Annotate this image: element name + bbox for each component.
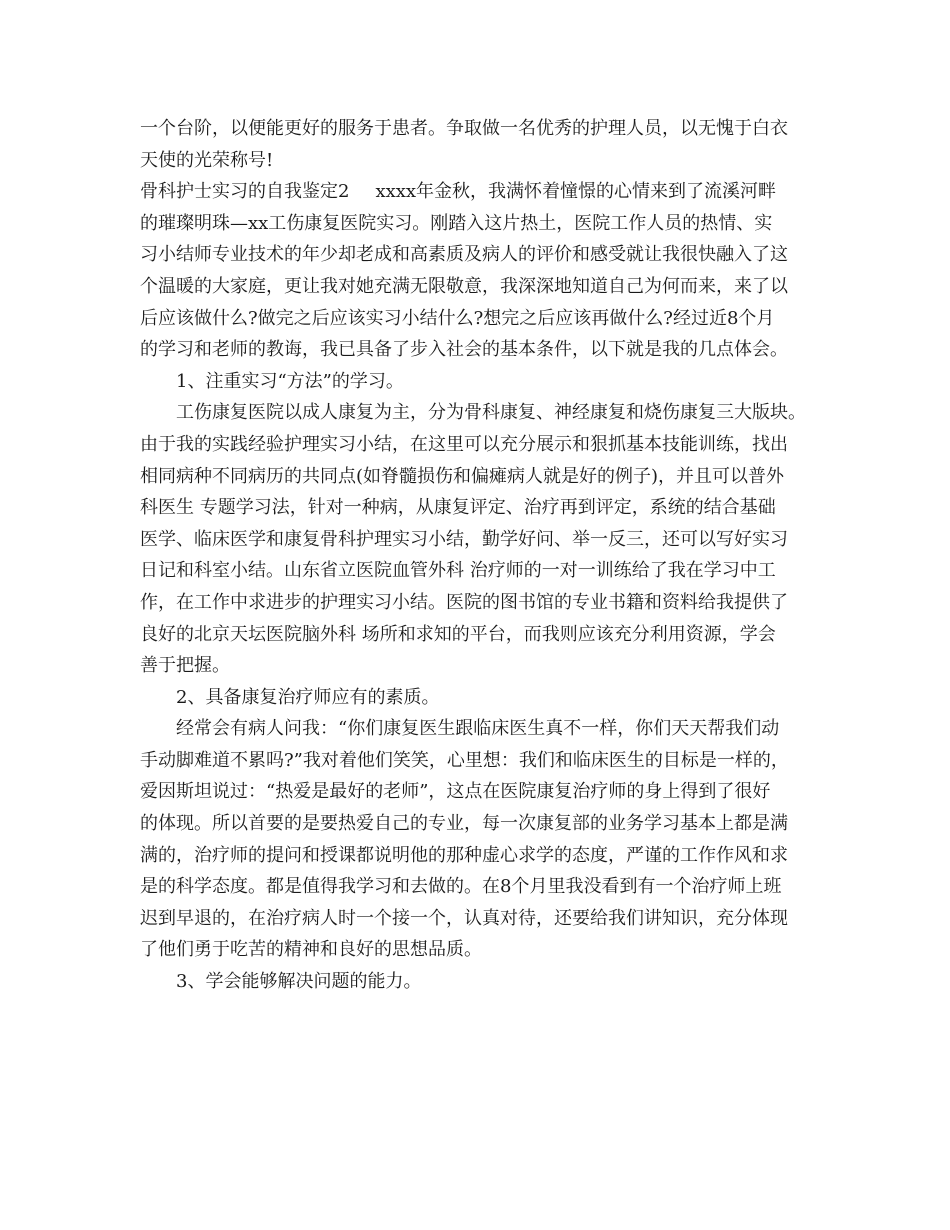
text-line: 科医生 专题学习法，针对一种病，从康复评定、治疗再到评定，系统的结合基础 bbox=[140, 497, 776, 519]
text-line: 后应该做什么?做完之后应该实习小结什么?想完之后应该再做什么?经过近8个月 bbox=[140, 307, 775, 329]
text-line: 工伤康复医院以成人康复为主，分为骨科康复、神经康复和烧伤康复三大版块。 bbox=[140, 402, 806, 424]
text-line: 一个台阶，以便能更好的服务于患者。争取做一名优秀的护理人员，以无愧于白衣 bbox=[140, 118, 788, 139]
subheading-line: 1、注重实习“方法”的学习。 bbox=[140, 370, 404, 392]
text-line: 作，在工作中求进步的护理实习小结。医院的图书馆的专业书籍和资料给我提供了 bbox=[140, 591, 788, 613]
text-line: 的璀璨明珠—xx工伤康复医院实习。刚踏入这片热土，医院工作人员的热情、实 bbox=[140, 212, 773, 234]
section-heading-line bbox=[140, 176, 840, 208]
text-line: 善于把握。 bbox=[140, 655, 230, 677]
text-line: 医学、临床医学和康复骨科护理实习小结，勤学好问、举一反三，还可以写好实习 bbox=[140, 528, 788, 550]
text-line: 日记和科室小结。山东省立医院血管外科 治疗师的一对一训练给了我在学习中工 bbox=[140, 560, 776, 582]
section-title: 骨科护士实习的自我鉴定2 bbox=[140, 181, 350, 203]
text-line: 的学习和老师的教诲，我已具备了步入社会的基本条件，以下就是我的几点体会。 bbox=[140, 339, 788, 361]
document-body bbox=[140, 113, 840, 998]
text-line: 迟到早退的，在治疗病人时一个接一个，认真对待，还要给我们讲知识，充分体现 bbox=[140, 907, 788, 929]
text-line: 由于我的实践经验护理实习小结，在这里可以充分展示和狠抓基本技能训练，找出 bbox=[140, 433, 788, 455]
text-line: 手动脚难道不累吗?”我对着他们笑笑，心里想：我们和临床医生的目标是一样的， bbox=[140, 749, 789, 771]
subheading-line: 2、具备康复治疗师应有的素质。 bbox=[140, 686, 440, 708]
text-line: 经常会有病人问我：“你们康复医生跟临床医生真不一样，你们天天帮我们动 bbox=[140, 718, 780, 740]
text-line: 是的科学态度。都是值得我学习和去做的。在8个月里我没看到有一个治疗师上班 bbox=[140, 876, 782, 898]
subheading-line: 3、学会能够解决问题的能力。 bbox=[140, 971, 422, 993]
text-line: 了他们勇于吃苦的精神和良好的思想品质。 bbox=[140, 939, 482, 961]
text-line: 天使的光荣称号! bbox=[140, 149, 274, 171]
text-line: 良好的北京天坛医院脑外科 场所和求知的平台，而我则应该充分利用资源，学会 bbox=[140, 623, 776, 645]
text-line: 满的，治疗师的提问和授课都说明他的那种虚心求学的态度，严谨的工作作风和求 bbox=[140, 844, 788, 866]
text-line: 习小结师专业技术的年少却老成和高素质及病人的评价和感受就让我很快融入了这 bbox=[140, 244, 788, 266]
text-line: 相同病种不同病历的共同点(如脊髓损伤和偏瘫病人就是好的例子)，并且可以普外 bbox=[140, 465, 785, 487]
section-opening-text: xxxx年金秋，我满怀着憧憬的心情来到了流溪河畔 bbox=[375, 181, 777, 203]
text-line: 爱因斯坦说过：“热爱是最好的老师”，这点在医院康复治疗师的身上得到了很好 bbox=[140, 781, 771, 803]
text-line: 的体现。所以首要的是要热爱自己的专业，每一次康复部的业务学习基本上都是满 bbox=[140, 813, 788, 835]
text-line: 个温暖的大家庭，更让我对她充满无限敬意，我深深地知道自己为何而来，来了以 bbox=[140, 275, 788, 297]
